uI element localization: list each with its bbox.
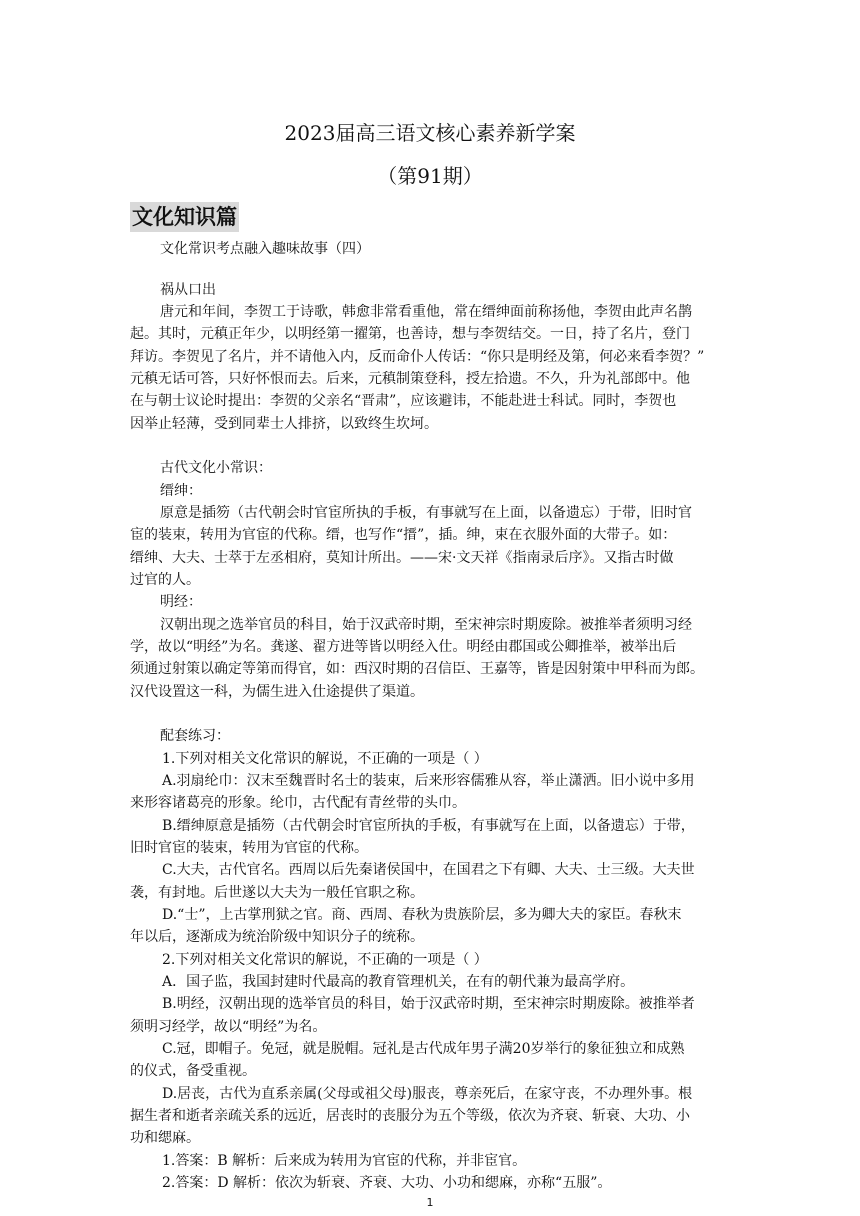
- document-title: 2023届高三语文核心素养新学案: [284, 121, 576, 145]
- subtitle: 文化常识考点融入趣味故事（四）: [160, 241, 370, 257]
- option-line: 的仪式，备受重视。: [130, 1063, 256, 1080]
- option-line: B.明经，汉朝出现的选举官员的科目，始于汉武帝时期，至宋神宗时期废除。被推举者: [162, 996, 695, 1013]
- option-line: 功和缌麻。: [130, 1130, 200, 1147]
- term-text: 原意是插笏（古代朝会时官宦所执的手板，有事就写在上面，以备遗忘）于带，旧时官: [160, 504, 692, 521]
- story-line: 起。其时，元稹正年少，以明经第一擢第，也善诗，想与李贺结交。一日，持了名片，登门: [130, 326, 690, 343]
- term-text: 宦的装束，转用为官宦的代称。缙，也写作“搢”，插。绅，束在衣服外面的大带子。如：: [130, 527, 677, 544]
- question: 1.下列对相关文化常识的解说，不正确的一项是（ ）: [162, 750, 488, 767]
- term-heading: 明经：: [160, 594, 202, 611]
- term-text: 学，故以“明经”为名。龚遂、翟方进等皆以明经入仕。明经由郡国或公卿推举，被举出后: [130, 638, 677, 655]
- story-line: 拜访。李贺见了名片，并不请他入内，反而命仆人传话：“你只是明经及第，何必来看李贺？”: [130, 348, 705, 365]
- answer-line: 1.答案：B 解析：后来成为转用为官宦的代称，并非宦官。: [162, 1152, 527, 1169]
- option-line: C.大夫，古代官名。西周以后先秦诸侯国中，在国君之下有卿、大夫、士三级。大夫世: [162, 862, 695, 879]
- section-heading: 文化知识篇: [130, 202, 239, 232]
- story-line: 唐元和年间，李贺工于诗歌，韩愈非常看重他，常在缙绅面前称扬他，李贺由此声名鹊: [160, 303, 692, 320]
- option-line: 须明习经学，故以“明经”为名。: [130, 1018, 327, 1035]
- option-line: A.羽扇纶巾：汉末至魏晋时名士的装束，后来形容儒雅从容，举止潇洒。旧小说中多用: [162, 772, 695, 789]
- term-text: 过官的人。: [130, 571, 200, 588]
- story-line: 因举止轻薄，受到同辈士人排挤，以致终生坎坷。: [130, 415, 438, 432]
- option-line: 年以后，逐渐成为统治阶级中知识分子的统称。: [130, 929, 424, 946]
- practice-title: 配套练习：: [160, 728, 230, 745]
- term-heading: 缙绅：: [160, 482, 202, 499]
- option-line: 袭，有封地。后世遂以大夫为一般任官职之称。: [130, 884, 424, 901]
- story-line: 元稹无话可答，只好怀恨而去。后来，元稹制策登科，授左拾遗。不久，升为礼部郎中。他: [130, 370, 690, 387]
- issue-number: （第91期）: [377, 164, 483, 188]
- option-line: C.冠，即帽子。免冠，就是脱帽。冠礼是古代成年男子满20岁举行的象征独立和成熟: [162, 1040, 685, 1057]
- term-text: 须通过射策以确定等第而得官，如：西汉时期的召信臣、王嘉等，皆是因射策中甲科而为郎。: [130, 661, 704, 678]
- option-line: 来形容诸葛亮的形象。纶巾，古代配有青丝带的头巾。: [130, 795, 466, 812]
- option-line: 旧时官宦的装束，转用为官宦的代称。: [130, 839, 368, 856]
- option-line: D.居丧，古代为直系亲属(父母或祖父母)服丧，尊亲死后，在家守丧，不办理外事。根: [162, 1085, 693, 1102]
- option-line: D.“士”，上古掌刑狱之官。商、西周、春秋为贵族阶层，多为卿大夫的家臣。春秋末: [162, 906, 682, 923]
- question: 2.下列对相关文化常识的解说，不正确的一项是（ ）: [162, 951, 488, 968]
- page-number: 1: [426, 1196, 434, 1209]
- option-line: B.缙绅原意是插笏（古代朝会时官宦所执的手板，有事就写在上面，以备遗忘）于带，: [162, 817, 695, 834]
- term-text: 缙绅、大夫、士萃于左丞相府，莫知计所出。——宋·文天祥《指南录后序》。又指古时做: [130, 549, 674, 566]
- term-text: 汉朝出现之选举官员的科目，始于汉武帝时期，至宋神宗时期废除。被推举者须明习经: [160, 616, 692, 633]
- option-line: A．国子监，我国封建时代最高的教育管理机关，在有的朝代兼为最高学府。: [162, 973, 635, 990]
- term-text: 汉代设置这一科，为儒生进入仕途提供了渠道。: [130, 683, 424, 700]
- option-line: 据生者和逝者亲疏关系的远近，居丧时的丧服分为五个等级，依次为齐衰、斩衰、大功、小: [130, 1107, 690, 1124]
- answer-line: 2.答案：D 解析：依次为斩衰、齐衰、大功、小功和缌麻，亦称“五服”。: [162, 1175, 612, 1191]
- story-line: 在与朝士议论时提出：李贺的父亲名“晋肃”，应该避讳，不能赴进士科试。同时，李贺也: [130, 393, 677, 410]
- story-title: 祸从口出: [160, 281, 216, 298]
- knowledge-title: 古代文化小常识：: [160, 460, 272, 477]
